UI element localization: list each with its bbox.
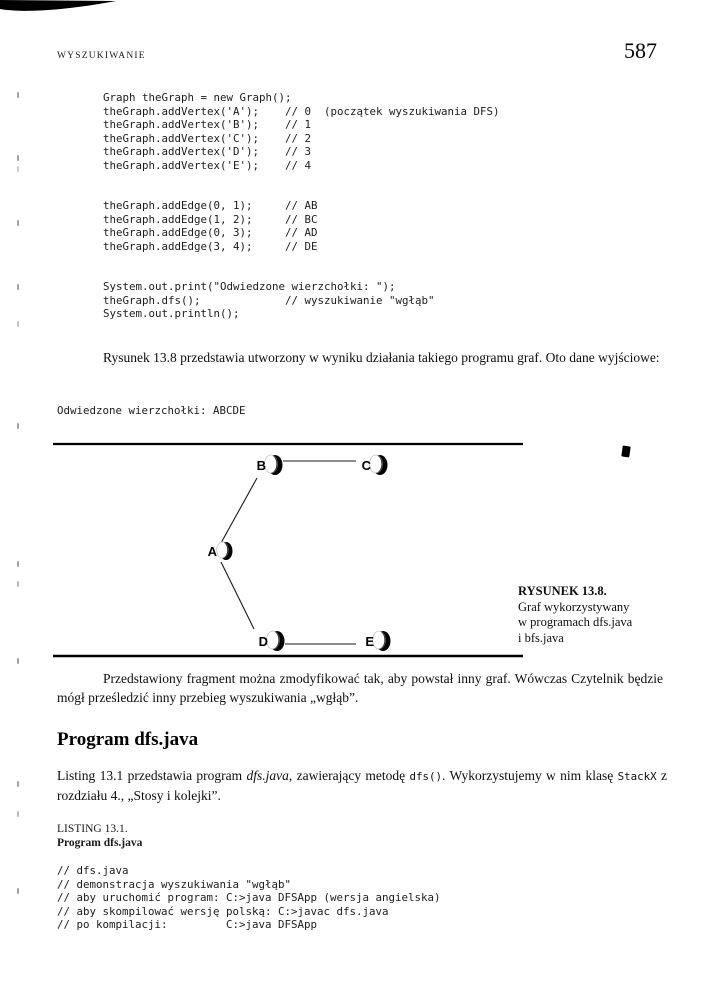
figure-caption-line: i bfs.java: [518, 630, 564, 645]
code-line: theGraph.addVertex('B'); // 1: [103, 118, 312, 131]
paragraph-figure-intro: Rysunek 13.8 przedstawia utworzony w wyniku działania takiego programu graf. Oto dane wyjściowe:: [103, 350, 660, 365]
code-line: // aby uruchomić program: C:>java DFSApp (wersja angielska): [57, 891, 441, 904]
node-B: [257, 455, 283, 475]
listing-label: LISTING 13.1.: [57, 823, 128, 835]
figure-graph-13-8: [0, 430, 717, 670]
node-label: A: [207, 544, 217, 559]
code-line: System.out.print("Odwiedzone wierzchołki: ");: [103, 280, 396, 293]
node-label: E: [365, 634, 374, 649]
class-name-code: StackX: [617, 770, 657, 783]
method-name-code: dfs(): [409, 770, 443, 783]
node-C: [362, 455, 388, 475]
page-number: 587: [624, 38, 657, 63]
margin-tick: [17, 92, 19, 98]
text-run: , zawierający metodę: [288, 768, 410, 783]
code-line: theGraph.addVertex('C'); // 2: [103, 131, 312, 145]
figure-caption: [518, 584, 708, 646]
listing-title: Program dfs.java: [57, 837, 143, 849]
code-line: theGraph.addEdge(0, 3); // AD: [103, 226, 318, 239]
code-line: Graph theGraph = new Graph();: [103, 91, 292, 104]
code-line: theGraph.addEdge(3, 4); // DE: [103, 239, 318, 253]
code-line: theGraph.addVertex('D'); // 3: [103, 145, 312, 158]
node-label: C: [361, 458, 371, 473]
code-line: theGraph.addEdge(1, 2); // BC: [103, 212, 318, 226]
code-line: System.out.println();: [103, 307, 240, 320]
margin-tick: [17, 284, 19, 290]
text-run: Listing 13.1 przedstawia program: [57, 768, 247, 783]
code-line: theGraph.dfs(); // wyszukiwanie "wgłąb": [103, 293, 435, 307]
text-run: . Wykorzystujemy w nim klasę: [442, 768, 618, 783]
code-line: theGraph.addVertex('A'); // 0 (początek wyszukiwania DFS): [103, 104, 500, 118]
code-line: theGraph.addVertex('E'); // 4: [103, 158, 312, 172]
code-line: // demonstracja wyszukiwania "wgłąb": [57, 877, 292, 891]
code-line: [103, 172, 500, 186]
margin-tick: [17, 166, 19, 172]
edge-A-B: [221, 478, 257, 543]
code-line: // dfs.java: [57, 864, 129, 877]
paragraph-modify: Przedstawiony fragment można zmodyfikować tak, aby powstał inny graf. Wówczas Czytelnik będzie mógł prześledzić inny przebieg wyszukiwania „wgłąb”.: [57, 671, 663, 705]
margin-tick: [17, 220, 19, 226]
figure-caption-line: Graf wykorzystywany: [518, 599, 630, 614]
code-line: [103, 267, 500, 281]
margin-tick: [17, 155, 19, 161]
node-A: [208, 542, 233, 560]
code-line: [103, 253, 500, 267]
node-D: [259, 631, 285, 651]
node-label: B: [256, 458, 266, 473]
running-head: WYSZUKIWANIE: [57, 51, 146, 61]
figure-caption-label: RYSUNEK 13.8.: [518, 584, 607, 598]
section-heading: Program dfs.java: [57, 729, 199, 750]
margin-tick: [17, 811, 19, 817]
program-name-italic: dfs.java: [246, 768, 289, 783]
code-line: // aby skompilować wersję polską: C:>javac dfs.java: [57, 904, 389, 918]
figure-caption-line: w programach dfs.java: [518, 615, 633, 629]
text-run: z rozdziału 4., „Stosy i kolejki”.: [57, 768, 667, 803]
margin-tick: [17, 888, 19, 894]
code-listing-setup: [103, 91, 500, 321]
scan-artifact-blob: [621, 445, 630, 457]
program-output: Odwiedzone wierzchołki: ABCDE: [57, 404, 246, 417]
code-line: theGraph.addEdge(0, 1); // AB: [103, 199, 318, 212]
margin-tick: [17, 781, 19, 787]
code-line: [103, 186, 500, 200]
code-line: // po kompilacji: C:>java DFSApp: [57, 918, 318, 931]
margin-tick: [17, 423, 19, 429]
edge-A-D: [221, 562, 254, 629]
paragraph-listing-intro: [57, 766, 667, 805]
margin-tick: [17, 321, 19, 327]
node-label: D: [258, 634, 268, 649]
code-listing-dfs-header: [57, 864, 441, 932]
scan-artifact-corner: [0, 0, 125, 18]
node-E: [365, 631, 390, 651]
